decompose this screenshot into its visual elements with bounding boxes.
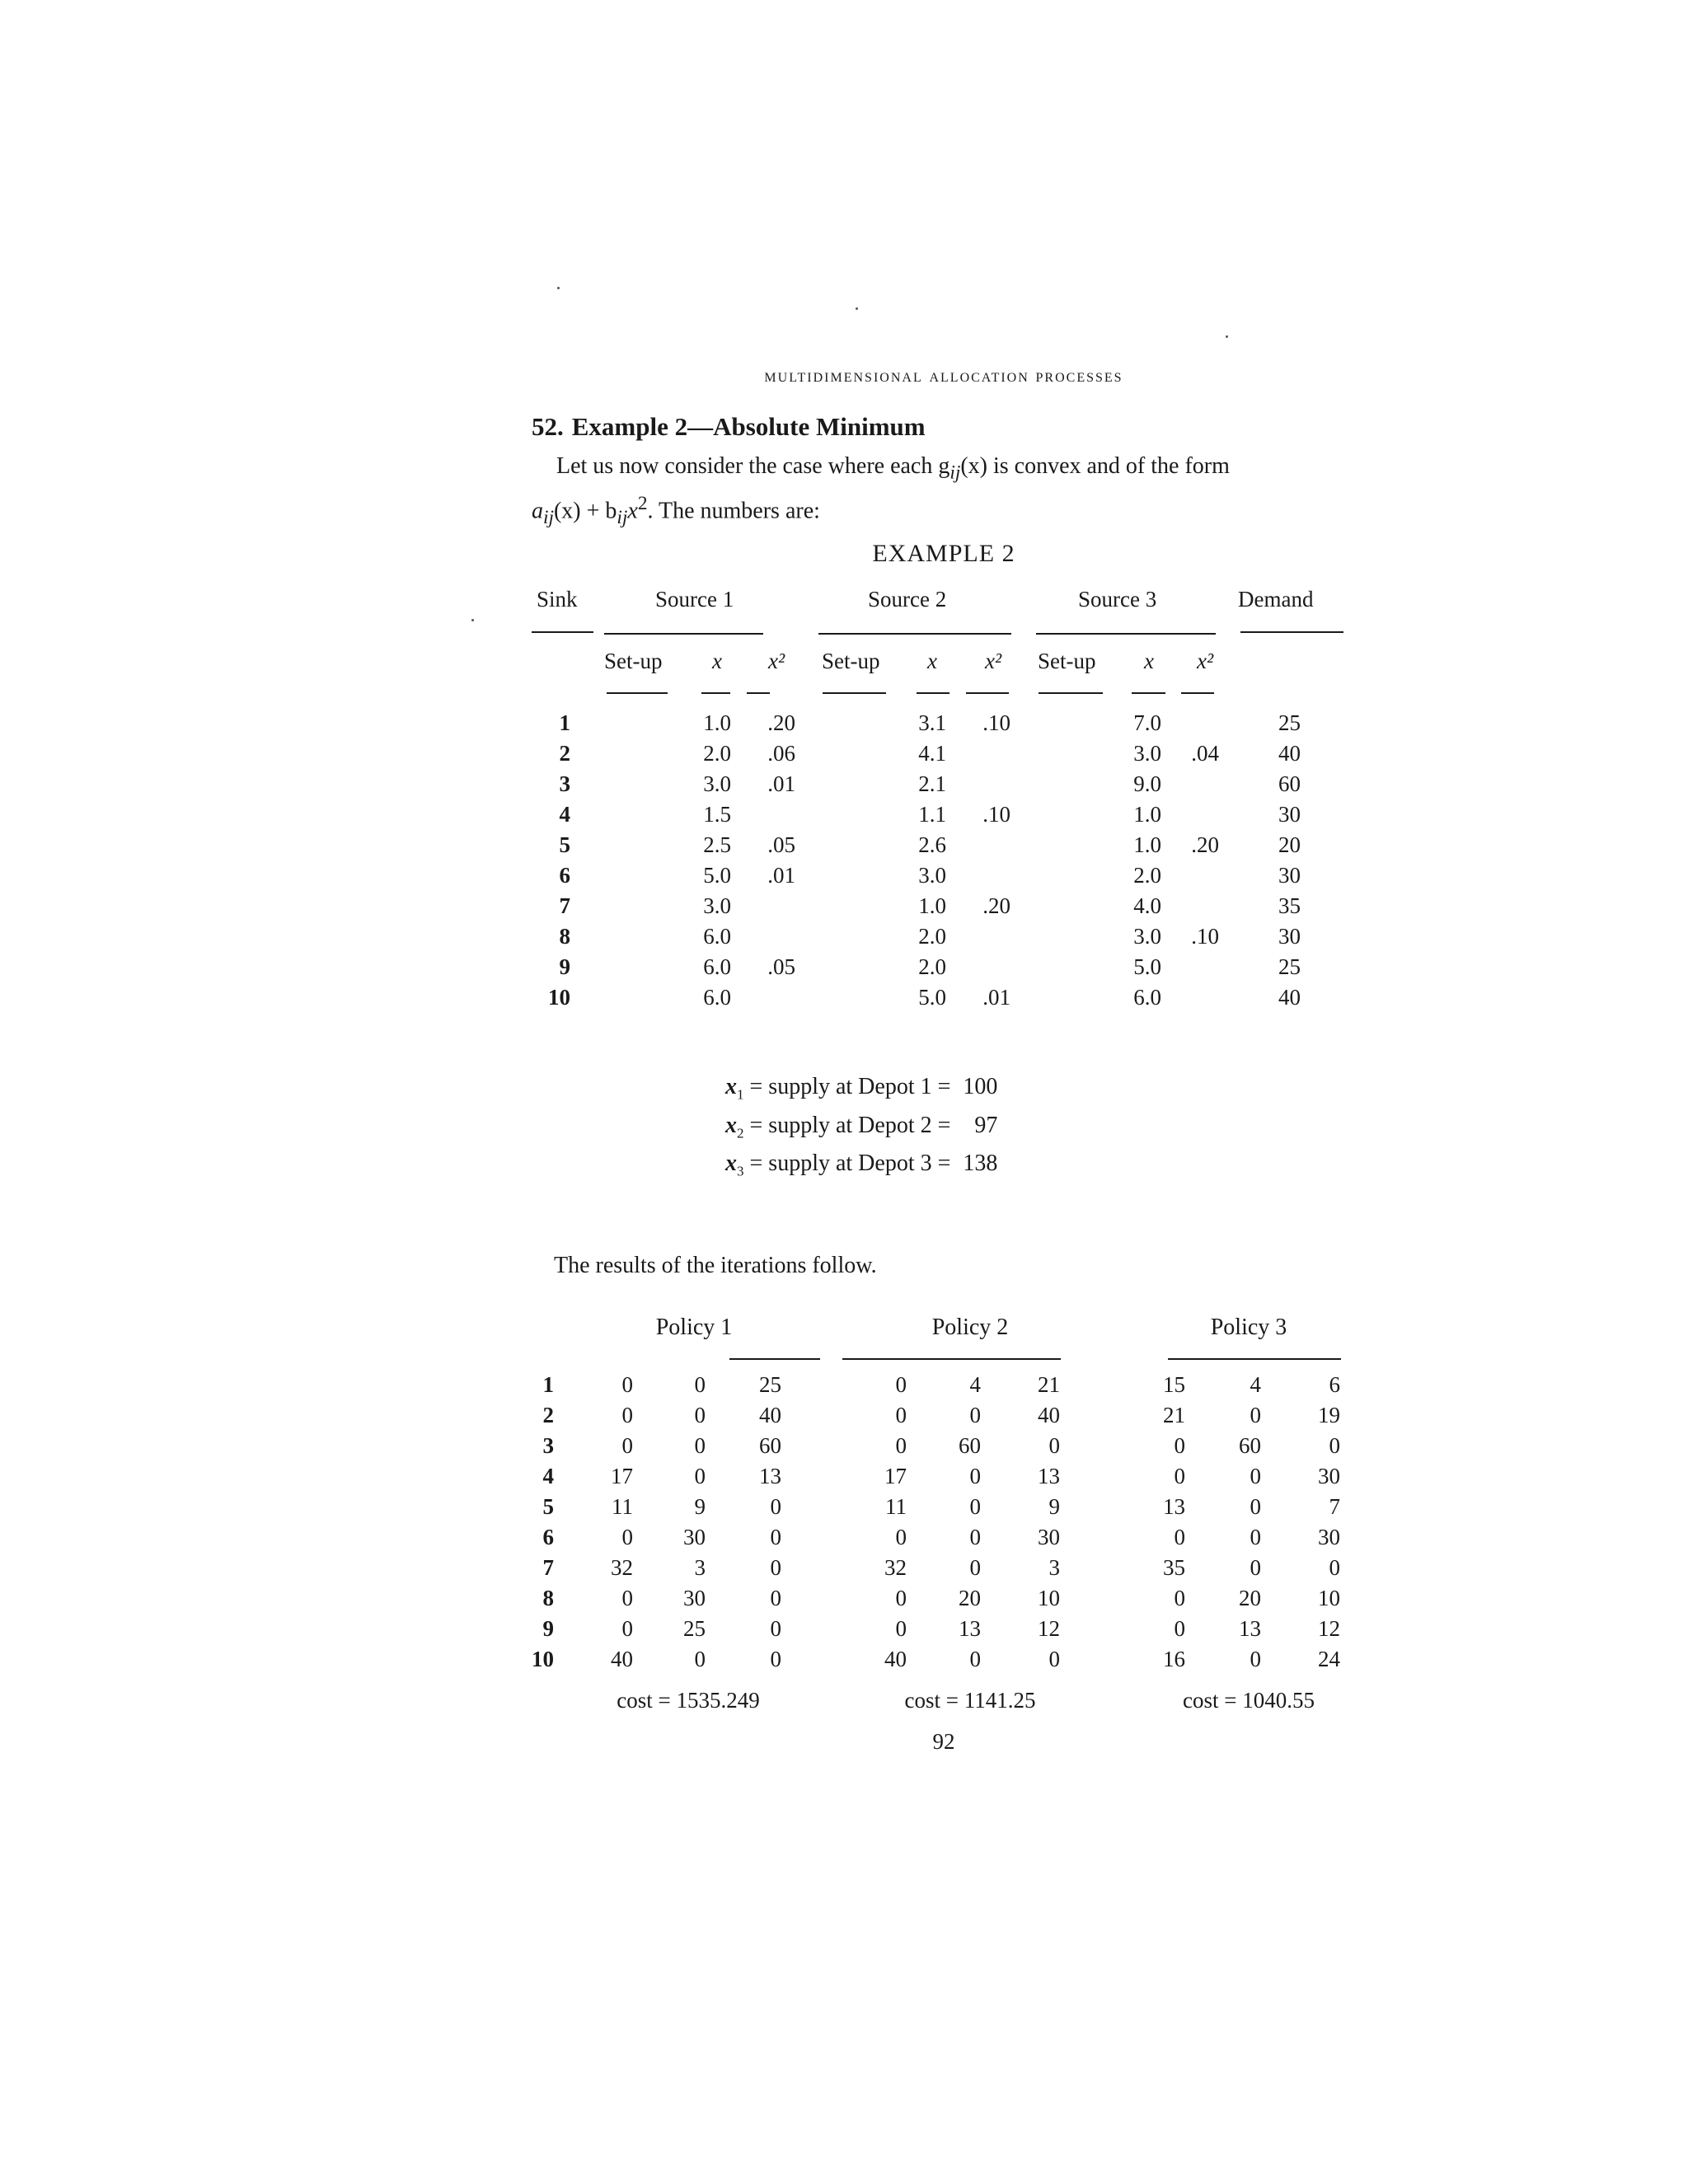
policy-sink-label: 4 <box>542 1464 554 1488</box>
policy-cell: 0 <box>1250 1464 1261 1488</box>
table-cell-demand: 25 <box>1278 710 1301 735</box>
policy-cell: 0 <box>1174 1616 1185 1641</box>
table-cell-s3x: 5.0 <box>1133 954 1161 979</box>
table-cell-s1x2: .05 <box>767 832 795 857</box>
results-intro: The results of the iterations follow. <box>554 1253 877 1278</box>
table-cell-s2x: 4.1 <box>918 741 946 766</box>
intro-sup-1: 2 <box>637 492 648 514</box>
supply-sub: 3 <box>737 1163 744 1179</box>
policy-cell: 13 <box>1239 1616 1261 1641</box>
policy-cell: 21 <box>1163 1403 1185 1427</box>
table-cell-demand: 40 <box>1278 985 1301 1010</box>
table-sink-label: 4 <box>559 802 570 827</box>
rule-x2-2 <box>966 692 1009 694</box>
supply-var: x <box>725 1112 737 1138</box>
policy-cell: 40 <box>611 1647 633 1671</box>
policy-cell: 0 <box>770 1586 781 1610</box>
table-cell-s1x: 5.0 <box>703 863 731 888</box>
policy-cell: 0 <box>770 1525 781 1549</box>
table-cell-s1x2: .06 <box>767 741 795 766</box>
policy-cell: 0 <box>1048 1433 1060 1458</box>
rule-setup-2 <box>823 692 886 694</box>
table-cell-s2x2: .01 <box>982 985 1010 1010</box>
policy-cell: 11 <box>612 1494 633 1519</box>
policy-cell: 0 <box>969 1494 981 1519</box>
policy-cell: 13 <box>1038 1464 1060 1488</box>
supply-text: = supply at Depot 3 = <box>743 1151 957 1177</box>
supply-row <box>725 1148 1220 1187</box>
policy-cell: 6 <box>1329 1372 1340 1397</box>
table-cell-s1x2: .20 <box>767 710 795 735</box>
rule-source-1 <box>604 633 763 635</box>
policy-title: Policy 1 <box>655 1315 733 1340</box>
policy-cell: 0 <box>770 1647 781 1671</box>
table-sink-label: 10 <box>548 985 570 1010</box>
policy-sink-label: 10 <box>532 1647 554 1671</box>
supply-row <box>725 1071 1220 1110</box>
table-cell-s3x: 2.0 <box>1133 863 1161 888</box>
subheader-x-3: x <box>1144 649 1154 673</box>
subheader-setup-3: Set-up <box>1038 649 1096 673</box>
policy-cell: 0 <box>895 1586 907 1610</box>
policy-cell: 0 <box>1174 1464 1185 1488</box>
policy-cell: 30 <box>683 1525 706 1549</box>
policy-cell: 40 <box>884 1647 907 1671</box>
rule-x2-3 <box>1181 692 1214 694</box>
table-cell-s1x: 1.0 <box>703 710 731 735</box>
policy-cell: 3 <box>1048 1555 1060 1580</box>
policy-cell: 15 <box>1163 1372 1185 1397</box>
policy-cell: 0 <box>1250 1494 1261 1519</box>
rule-setup-3 <box>1039 692 1103 694</box>
policy-cell: 0 <box>770 1555 781 1580</box>
policy-cell: 0 <box>1250 1647 1261 1671</box>
policy-cell: 0 <box>895 1403 907 1427</box>
table-cell-demand: 30 <box>1278 924 1301 949</box>
policy-cell: 10 <box>1318 1586 1340 1610</box>
table-cell-s3x2: .04 <box>1191 741 1219 766</box>
table-cell-s2x: 3.0 <box>918 863 946 888</box>
intro-text-2b: (x) + b <box>553 497 617 523</box>
supply-value: 100 <box>963 1074 998 1099</box>
policy-cell: 0 <box>621 1433 633 1458</box>
table-sink-label: 3 <box>559 771 570 796</box>
header-source-1: Source 1 <box>655 587 734 612</box>
rule-x-1 <box>701 692 730 694</box>
rule-source-3 <box>1036 633 1216 635</box>
table-cell-s3x: 4.0 <box>1133 893 1161 918</box>
table-cell-s3x: 9.0 <box>1133 771 1161 796</box>
policy-cell: 13 <box>1163 1494 1185 1519</box>
policy-cell: 9 <box>694 1494 706 1519</box>
intro-text-1b: (x) is convex and of the form <box>960 453 1230 479</box>
policy-cost: cost = 1040.55 <box>1183 1688 1315 1713</box>
policy-cell: 0 <box>969 1555 981 1580</box>
policy-cell: 0 <box>694 1403 706 1427</box>
policy-cell: 0 <box>694 1464 706 1488</box>
policy-sink-label: 3 <box>542 1433 554 1458</box>
table-cell-s2x2: .20 <box>982 893 1010 918</box>
table-cell-s2x: 2.0 <box>918 924 946 949</box>
policy-sink-label: 8 <box>542 1586 554 1610</box>
policy-cell: 13 <box>959 1616 981 1641</box>
table-cell-s1x: 6.0 <box>703 924 731 949</box>
policy-cell: 60 <box>1239 1433 1261 1458</box>
supply-block <box>725 1071 1220 1187</box>
section-number: 52. <box>532 412 564 441</box>
policy-cell: 25 <box>683 1616 706 1641</box>
supply-text: = supply at Depot 2 = <box>743 1112 957 1138</box>
supply-row <box>725 1110 1220 1149</box>
table-cell-s1x2: .01 <box>767 771 795 796</box>
policy-cell: 0 <box>694 1433 706 1458</box>
table-cell-s2x: 5.0 <box>918 985 946 1010</box>
table-sink-label: 7 <box>559 893 570 918</box>
rule-demand <box>1240 631 1343 633</box>
table-cell-s2x: 3.1 <box>918 710 946 735</box>
policy-cell: 4 <box>969 1372 981 1397</box>
intro-text-1: Let us now consider the case where each g <box>556 453 950 479</box>
table-cell-s2x: 2.0 <box>918 954 946 979</box>
policy-title: Policy 3 <box>1210 1315 1287 1340</box>
intro-sub-2: ij <box>543 506 554 528</box>
intro-text-2d: . The numbers are: <box>647 497 820 523</box>
scan-speck <box>856 307 858 310</box>
policy-title: Policy 2 <box>931 1315 1009 1340</box>
policy-rule <box>729 1358 820 1360</box>
policy-sink-label: 7 <box>542 1555 554 1580</box>
table-sink-label: 8 <box>559 924 570 949</box>
policy-rule <box>1168 1358 1341 1360</box>
policy-cell: 0 <box>1250 1555 1261 1580</box>
policy-cell: 0 <box>969 1403 981 1427</box>
policy-sink-label: 1 <box>542 1372 554 1397</box>
policy-cell: 0 <box>895 1372 907 1397</box>
policy-cell: 32 <box>611 1555 633 1580</box>
rule-x2-1 <box>747 692 770 694</box>
header-demand: Demand <box>1238 587 1314 612</box>
policy-cell: 25 <box>759 1372 781 1397</box>
table-cell-s3x: 1.0 <box>1133 802 1161 827</box>
scan-speck <box>557 287 560 289</box>
policy-cell: 0 <box>895 1525 907 1549</box>
policy-cell: 4 <box>1250 1372 1261 1397</box>
policy-rule <box>842 1358 1061 1360</box>
policy-sink-label: 9 <box>542 1616 554 1641</box>
policy-cell: 30 <box>1038 1525 1060 1549</box>
table-cell-s2x: 1.0 <box>918 893 946 918</box>
subheader-setup-2: Set-up <box>822 649 880 673</box>
table-cell-s2x: 2.6 <box>918 832 946 857</box>
policy-cell: 0 <box>969 1525 981 1549</box>
policy-cell: 0 <box>969 1464 981 1488</box>
policy-cell: 0 <box>895 1433 907 1458</box>
subheader-setup-1: Set-up <box>604 649 663 673</box>
policy-cell: 0 <box>770 1494 781 1519</box>
policy-cell: 3 <box>694 1555 706 1580</box>
supply-sub: 1 <box>737 1086 744 1103</box>
policy-cell: 30 <box>1318 1525 1340 1549</box>
section-heading: Example 2—Absolute Minimum <box>571 412 926 441</box>
table-cell-s1x: 6.0 <box>703 954 731 979</box>
policy-cell: 0 <box>694 1647 706 1671</box>
policy-cell: 30 <box>683 1586 706 1610</box>
policy-cell: 30 <box>1318 1464 1340 1488</box>
supply-var: x <box>725 1074 737 1099</box>
policy-cell: 21 <box>1038 1372 1060 1397</box>
table-cell-s1x2: .05 <box>767 954 795 979</box>
policy-cell: 0 <box>770 1616 781 1641</box>
subheader-x2-1: x² <box>768 649 785 673</box>
table-cell-s2x2: .10 <box>982 802 1010 827</box>
policy-cell: 0 <box>694 1372 706 1397</box>
policy-cell: 0 <box>621 1372 633 1397</box>
policy-cell: 10 <box>1038 1586 1060 1610</box>
supply-sub: 2 <box>737 1125 744 1141</box>
table-cell-demand: 60 <box>1278 771 1301 796</box>
policy-cell: 0 <box>621 1586 633 1610</box>
table-cell-s1x: 6.0 <box>703 985 731 1010</box>
table-cell-s1x: 2.5 <box>703 832 731 857</box>
table-cell-s3x2: .10 <box>1191 924 1219 949</box>
subheader-x2-2: x² <box>985 649 1002 673</box>
policy-cell: 19 <box>1318 1403 1340 1427</box>
policy-cell: 12 <box>1318 1616 1340 1641</box>
policy-cell: 20 <box>1239 1586 1261 1610</box>
table-cell-s3x: 6.0 <box>1133 985 1161 1010</box>
example-title: EXAMPLE 2 <box>872 540 1015 567</box>
policy-cell: 0 <box>1174 1586 1185 1610</box>
policy-cell: 0 <box>1250 1403 1261 1427</box>
page-number: 92 <box>932 1729 955 1754</box>
policy-cell: 0 <box>895 1616 907 1641</box>
policy-sink-label: 6 <box>542 1525 554 1549</box>
policy-sink-label: 5 <box>542 1494 554 1519</box>
policy-cost: cost = 1535.249 <box>617 1688 760 1713</box>
policy-cell: 9 <box>1048 1494 1060 1519</box>
policy-cell: 13 <box>759 1464 781 1488</box>
table-cell-demand: 40 <box>1278 741 1301 766</box>
table-cell-s3x: 3.0 <box>1133 741 1161 766</box>
policy-cell: 17 <box>611 1464 633 1488</box>
table-cell-s2x: 2.1 <box>918 771 946 796</box>
rule-x-2 <box>917 692 950 694</box>
running-head: multidimensional allocation processes <box>764 365 1123 386</box>
policy-cell: 0 <box>969 1647 981 1671</box>
table-cell-s3x2: .20 <box>1191 832 1219 857</box>
table-cell-s3x: 1.0 <box>1133 832 1161 857</box>
policy-cost: cost = 1141.25 <box>904 1688 1036 1713</box>
table-sink-label: 1 <box>559 710 570 735</box>
policy-cell: 0 <box>1329 1433 1340 1458</box>
table-cell-demand: 30 <box>1278 863 1301 888</box>
rule-x-3 <box>1132 692 1165 694</box>
policy-cell: 0 <box>621 1616 633 1641</box>
policy-cell: 7 <box>1329 1494 1340 1519</box>
subheader-x2-3: x² <box>1197 649 1214 673</box>
policy-sink-label: 2 <box>542 1403 554 1427</box>
policy-cell: 16 <box>1163 1647 1185 1671</box>
intro-paragraph <box>532 451 1356 533</box>
supply-value: 97 <box>974 1112 998 1138</box>
supply-text: = supply at Depot 1 = <box>743 1074 957 1099</box>
table-cell-s3x: 7.0 <box>1133 710 1161 735</box>
table-cell-s1x: 3.0 <box>703 893 731 918</box>
policy-cell: 0 <box>621 1525 633 1549</box>
table-sink-label: 9 <box>559 954 570 979</box>
policy-cell: 35 <box>1163 1555 1185 1580</box>
table-cell-s2x: 1.1 <box>918 802 946 827</box>
table-sink-label: 2 <box>559 741 570 766</box>
policy-cell: 0 <box>1329 1555 1340 1580</box>
intro-sub-3: ij <box>617 506 628 528</box>
subheader-x-1: x <box>712 649 722 673</box>
policy-cell: 0 <box>1174 1433 1185 1458</box>
intro-text-2c: x <box>627 497 638 523</box>
intro-text-2a: a <box>532 497 543 523</box>
policy-cell: 32 <box>884 1555 907 1580</box>
policy-cell: 17 <box>884 1464 907 1488</box>
policy-cell: 0 <box>1174 1525 1185 1549</box>
table-sink-label: 5 <box>559 832 570 857</box>
policy-cell: 60 <box>759 1433 781 1458</box>
rule-source-2 <box>818 633 1011 635</box>
rule-setup-1 <box>607 692 668 694</box>
table-sink-label: 6 <box>559 863 570 888</box>
policy-cell: 20 <box>959 1586 981 1610</box>
subheader-x-2: x <box>927 649 937 673</box>
policy-cell: 24 <box>1318 1647 1340 1671</box>
supply-var: x <box>725 1151 737 1177</box>
scan-speck <box>471 619 474 621</box>
table-cell-s2x2: .10 <box>982 710 1010 735</box>
table-cell-demand: 35 <box>1278 893 1301 918</box>
policy-cell: 40 <box>1038 1403 1060 1427</box>
header-sink: Sink <box>537 587 578 612</box>
intro-sub-1: ij <box>950 462 961 484</box>
header-source-2: Source 2 <box>868 587 947 612</box>
policy-cell: 12 <box>1038 1616 1060 1641</box>
header-source-3: Source 3 <box>1078 587 1157 612</box>
table-cell-demand: 20 <box>1278 832 1301 857</box>
policy-cell: 0 <box>621 1403 633 1427</box>
policy-cell: 40 <box>759 1403 781 1427</box>
policy-cell: 0 <box>1048 1647 1060 1671</box>
table-cell-s3x: 3.0 <box>1133 924 1161 949</box>
table-cell-s1x: 3.0 <box>703 771 731 796</box>
table-cell-s1x2: .01 <box>767 863 795 888</box>
supply-value: 138 <box>963 1151 998 1177</box>
policy-cell: 11 <box>885 1494 907 1519</box>
rule-sink <box>532 631 593 633</box>
table-cell-demand: 25 <box>1278 954 1301 979</box>
section-title <box>532 412 926 442</box>
scan-speck <box>1226 335 1228 338</box>
policy-cell: 0 <box>1250 1525 1261 1549</box>
policy-cell: 60 <box>959 1433 981 1458</box>
table-cell-s1x: 2.0 <box>703 741 731 766</box>
table-cell-s1x: 1.5 <box>703 802 731 827</box>
table-cell-demand: 30 <box>1278 802 1301 827</box>
